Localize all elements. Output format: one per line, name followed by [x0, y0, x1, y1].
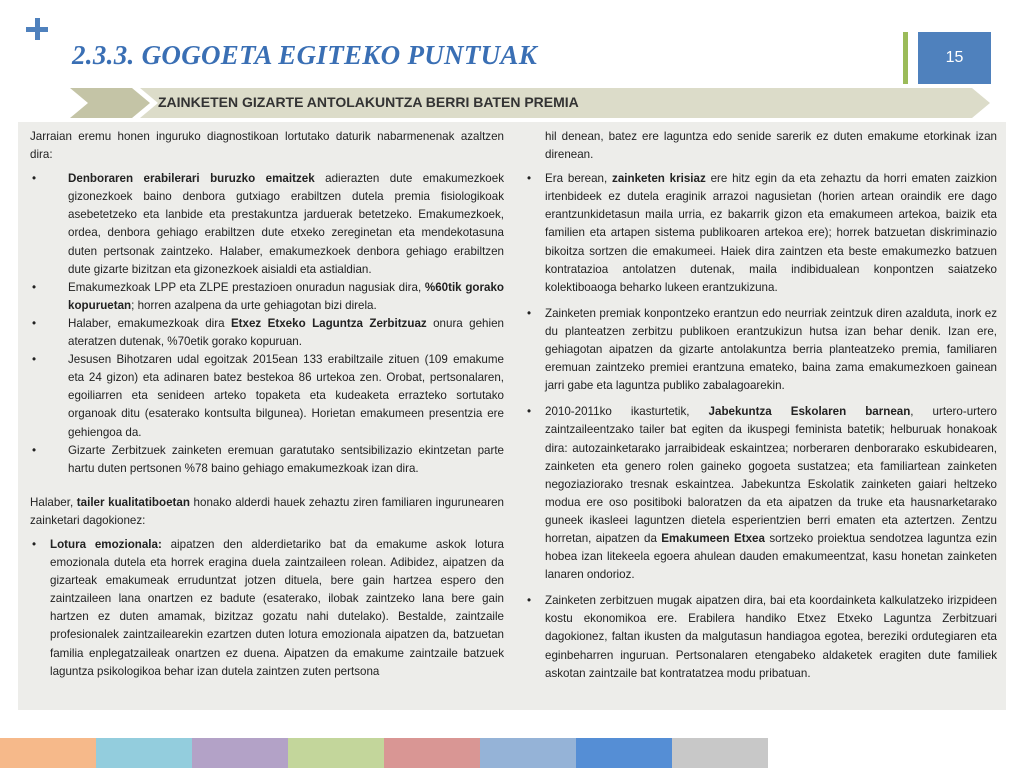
bullet-icon: •: [527, 172, 532, 186]
content-panel: [18, 122, 1006, 710]
footer-stripe: [288, 738, 384, 768]
plus-icon: [26, 18, 48, 40]
section-banner: [0, 88, 1024, 118]
bullet-icon: •: [32, 316, 37, 330]
footer-stripes: [0, 738, 1024, 768]
bullet-icon: •: [32, 172, 37, 186]
list-item: • Zainketen premiak konpontzeko erantzun edo neurriak zeintzuk diren azalduta, inork ez du planteatzen zerbitzu publikoen erantzukizun hutsa izan behar denik. Izan ere, gehiagotan aipatzen da gizarte antolakuntza berria planteatzeko premia, familiaren eremuan zaintzeko premiei erantzuna emateko, baina zama emakumezkoen gainean jarri gabe eta laguntza publiko zabalagoarekin.: [527, 306, 997, 393]
list-item: • Emakumezkoak LPP eta ZLPE prestazioen onuradun nagusiak dira, %60tik gorako kopuruetan; horren azalpena da urte gehiagotan bizi direla.: [32, 280, 504, 312]
list-item: • Denboraren erabilerari buruzko emaitzek adierazten dute emakumezkoek gizonezkoek baino denbora gutxiago erabiltzen dutela premia fisiologikoak asebetetzeko eta lanbide eta prestakuntza jarduerak betetzeko. Emakumezkoek, ordea, denbora gehiago erabiltzen dute etxeko zereginetan eta mendekotasuna duten pertsonak zaintzeko. Halaber, emakumezkoek denbora gehiago erabiltzen dute gizarte bizitzan eta gizonezkoek aisialdi eta astialdian.: [32, 172, 504, 276]
continuation-paragraph: hil denean, batez ere laguntza edo senide sarerik ez duten emakume etorkinak izan direnean.: [545, 130, 997, 162]
intro-paragraph: Jarraian eremu honen inguruko diagnostikoan lortutako daturik nabarmenenak azaltzen dira:: [30, 130, 504, 162]
list-item: • 2010-2011ko ikasturtetik, Jabekuntza Eskolaren barnean, urtero-urtero zaintzaileentzako tailer bat egiten da ikuspegi feminista batetik; helburuak honakoak dira: autozainketarako jarraibideak eskaintzea; norberaren denborarako eskubidearen, zainketen eta genero rolen gaineko gogoeta sustatzea; eta familiartean zainketen negoziaziorako tresnak eskaintzea. Jabekuntza Eskolatik zainketen gaiari heltzeko modua ere oso positiboki baloratzen da eta aipatzen da truke eta hausnarketarako guneek ikasleei laguntzen dietela esperientzien berri ematen eta aztertzen. Zentzu horretan, aipatzen da Emakumeen Etxea sortzeko proiektua sendotzea laguntza ezin hobea izan litekeela egoera ahulean dauden emakumeentzat, kasu honetan zainketen lanaren ondorioz.: [527, 405, 997, 582]
footer-stripe: [672, 738, 768, 768]
list-item: • Gizarte Zerbitzuek zainketen eremuan garatutako sentsibilizazio ekintzetan parte hartu duten pertsonen %78 baino gehiago emakumezkoak izan dira.: [32, 443, 504, 475]
footer-stripe: [480, 738, 576, 768]
list-item: • Lotura emozionala: aipatzen den alderdietariko bat da emakume askok lotura emozionala dutela eta horrek eragina duela zaintzaileen rolean. Adibidez, aipatzen da gizarteak emakumeak erruduntzat jotzen dituela, bere gain hartzea espero den zaintzaileen lana onartzen ez badute (esaterako, ilobak zaintzeko lana bere gain hartzen ez duten amamak, bizitzaz gozatu nahi dutelako). Bestalde, zaintzaile profesionalek zaintzailearekin ezartzen duten lotura emozionala aipatzen da, batzuetan familia enplegatzaileak onartzen ez duena. Aipatzen da emakume zaintzaile batzuek laguntza psikologikoa behar izan dutela zaintzen zuten pertsona: [32, 537, 504, 678]
section-subtitle: ZAINKETEN GIZARTE ANTOLAKUNTZA BERRI BATEN PREMIA: [158, 94, 579, 110]
footer-stripe: [576, 738, 672, 768]
bullet-icon: •: [32, 443, 37, 457]
page-number: 15: [918, 32, 991, 84]
bullet-icon: •: [527, 405, 532, 419]
list-item: • Era berean, zainketen krisiaz ere hitz egin da eta zehaztu da horri ematen zaizkion irtenbideek ez dutela eraginik arrazoi nagusietan (horien artean oraindik ere dago erantzunkidetasun maila urria, ez bakarrik gizon eta emakumeen artekoa, baizik eta familien eta artapen sistema publikoaren artekoa ere); horrek batzuetan diskriminazio bikoitza sortzen die emakumeei. Haiek dira zaintzen eta beste emakumezko batzuen kontratazioa antolatzen dutenak, maila indibidualean konpontzen saiatzeko kolektiboaoga beharko lukeen erantzukizuna.: [527, 172, 997, 294]
list-item: • Jesusen Bihotzaren udal egoitzak 2015ean 133 erabiltzaile zituen (109 emakume eta 24 gizon) eta adinaren batez bestekoa 86 urtekoa zen. Orobat, pertsonalaren, egoiliarren eta senideen arteko topaketa eta kudeaketa errazteko sortutako organoak ditu (esaterako kontsulta bilgunea). Horietan emakumeen presentzia ere gehiengoa da.: [32, 353, 504, 439]
bullet-icon: •: [32, 280, 37, 294]
page-title: 2.3.3. GOGOETA EGITEKO PUNTUAK: [72, 40, 538, 70]
title-divider: [903, 32, 908, 84]
bullet-icon: •: [527, 594, 532, 608]
banner-dark-arrow: [70, 88, 150, 118]
bullet-icon: •: [527, 306, 532, 320]
footer-stripe: [0, 738, 96, 768]
footer-stripe: [96, 738, 192, 768]
workshop-paragraph: Halaber, tailer kualitatiboetan honako alderdi hauek zehaztu ziren familiaren ingurunearen zainketari dagokionez:: [30, 495, 504, 527]
right-column: [525, 128, 997, 691]
footer-stripe: [192, 738, 288, 768]
bullet-icon: •: [32, 353, 37, 367]
bullet-icon: •: [32, 537, 37, 551]
left-column: [30, 128, 504, 689]
list-item: • Halaber, emakumezkoak dira Etxez Etxeko Laguntza Zerbitzuaz onura gehien ateratzen dutenak, %70etik gorako kopuruan.: [32, 316, 504, 349]
footer-stripe: [384, 738, 480, 768]
list-item: • Zainketen zerbitzuen mugak aipatzen dira, bai eta koordainketa kalkulatzeko irizpideen kostu ekonomikoa ere. Erabilera handiko Etxez Etxeko Laguntza Zerbitzuari dagokionez, faltan ikusten da malgutasun handiagoa egotea, bereziki ordutegiaren eta eginbeharren inguruan. Pertsonalaren etengabeko aldaketek eragiten dute familiek askotan zaintzaile bat kontratatzea modu pribatuan.: [527, 594, 997, 680]
